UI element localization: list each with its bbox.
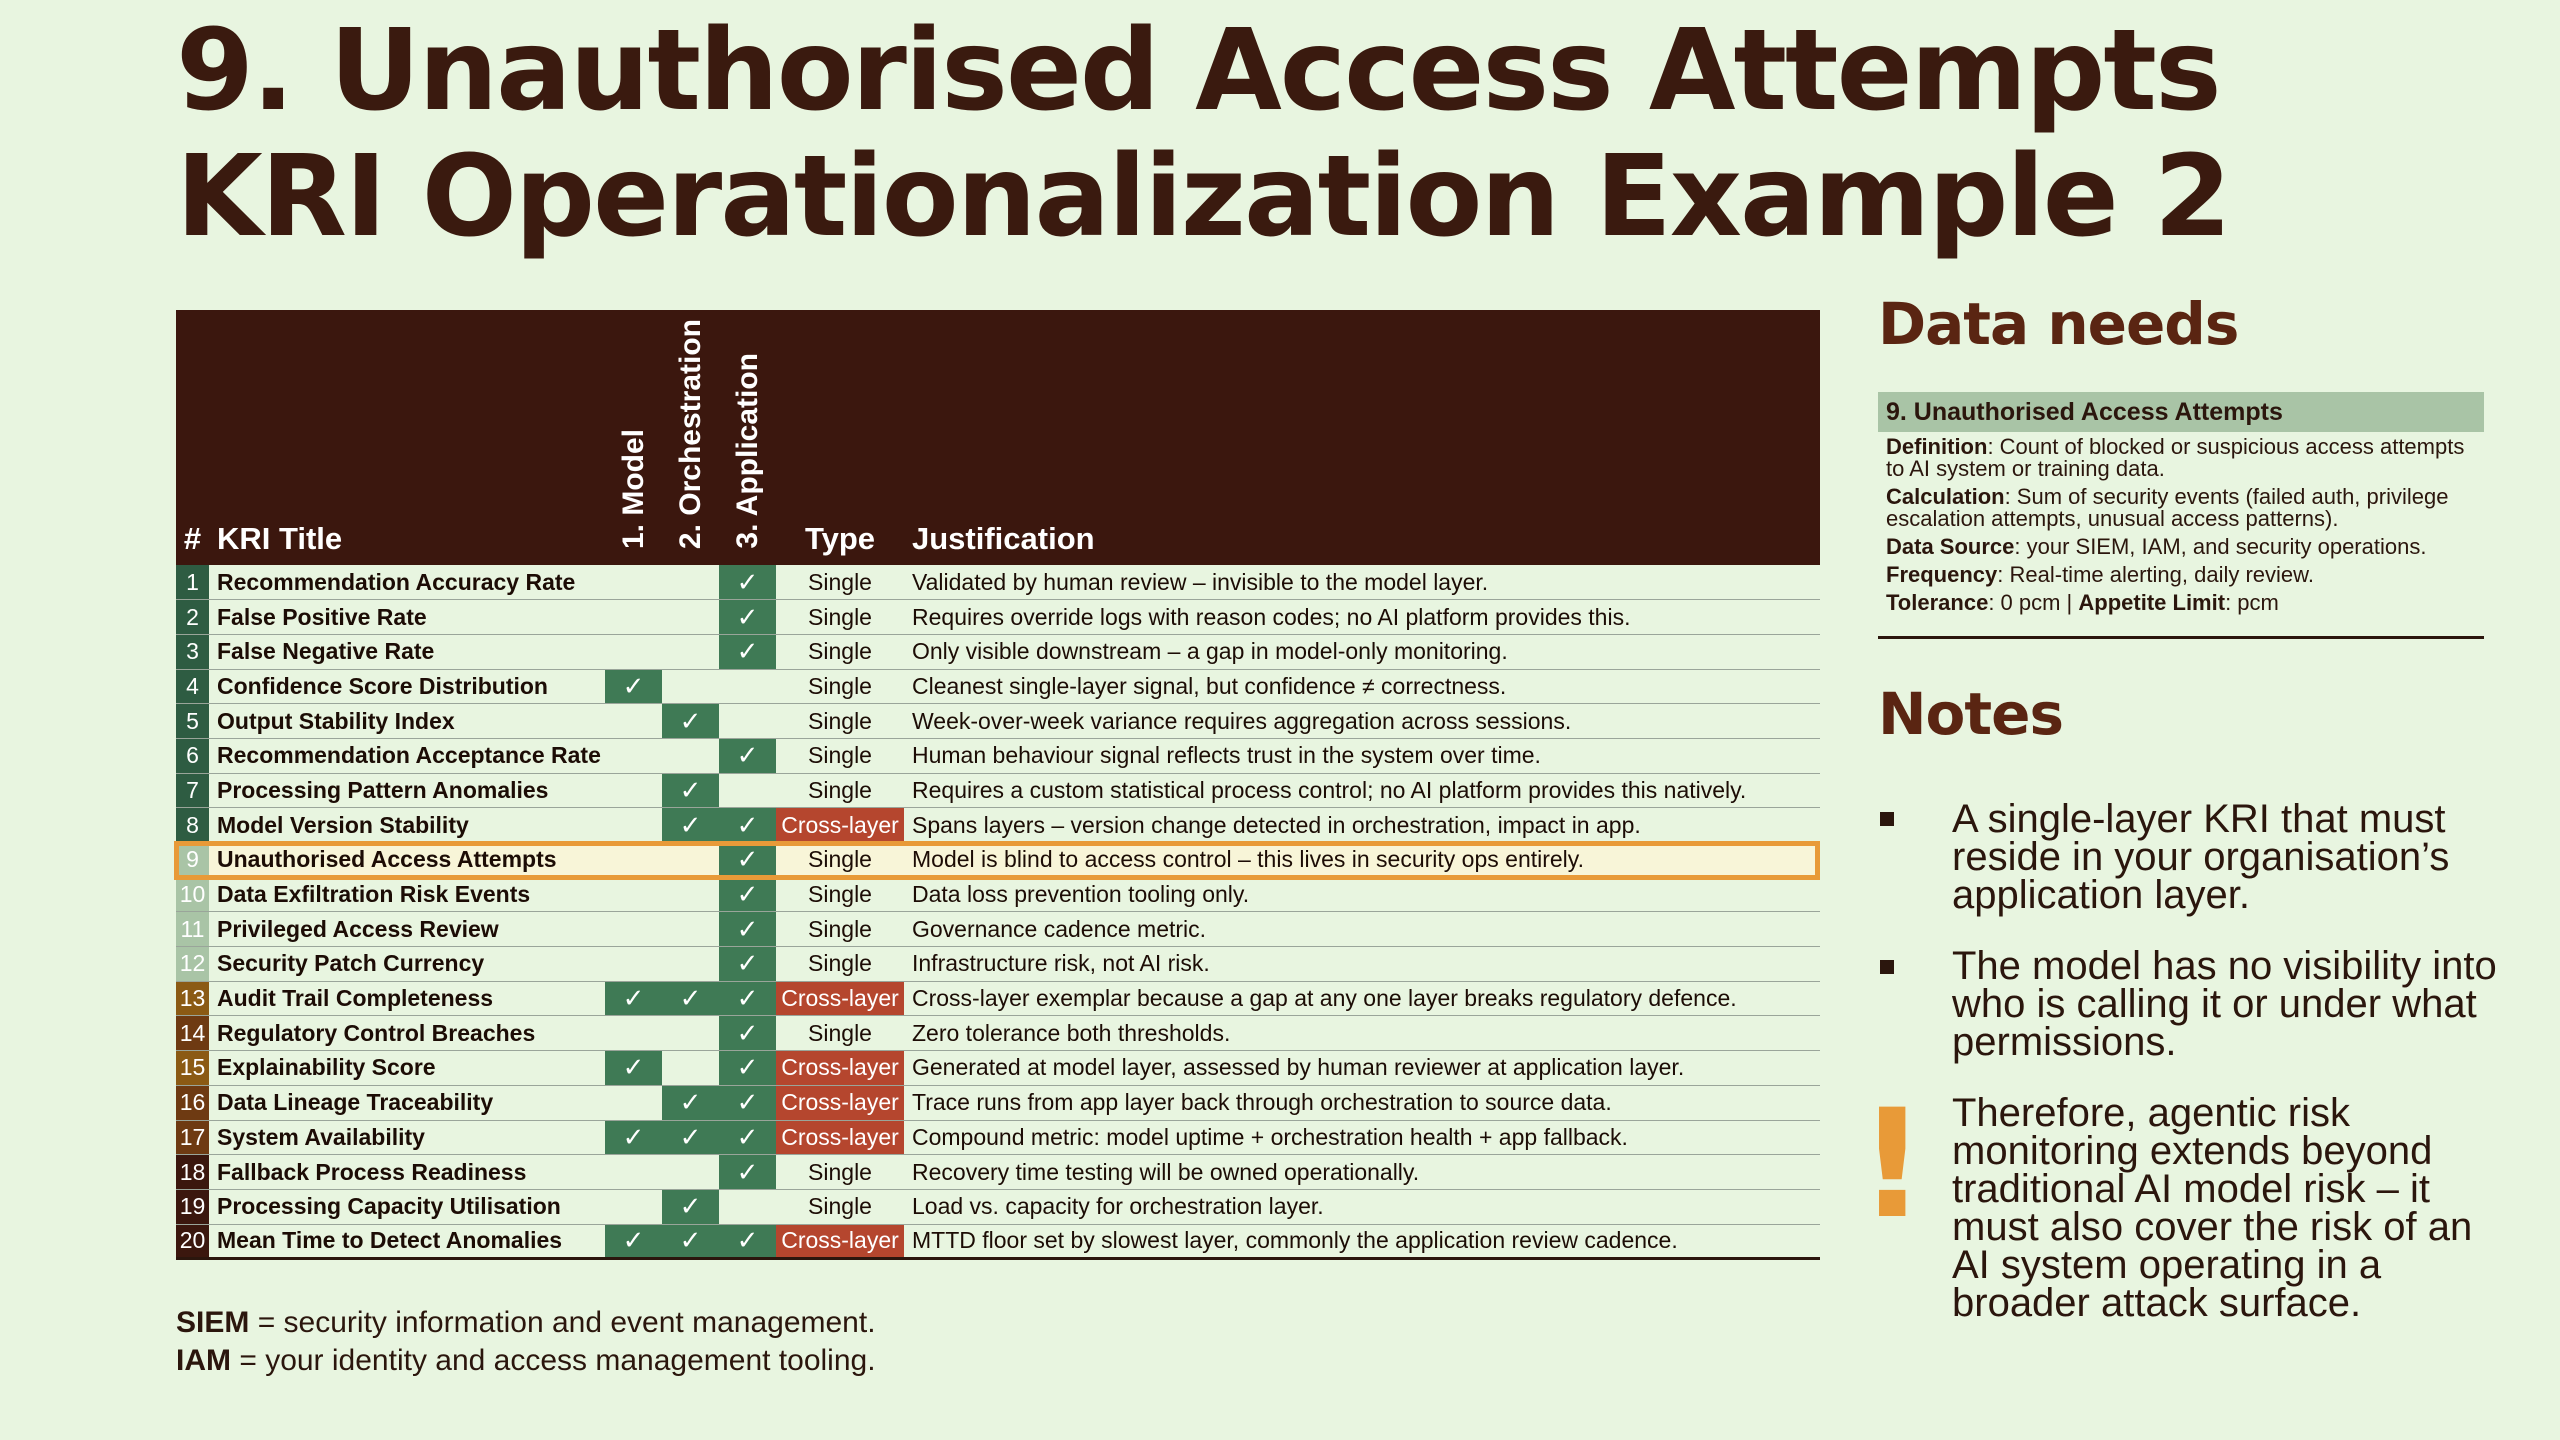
table-row — [176, 843, 1820, 878]
justification-cell: Data loss prevention tooling only. — [904, 877, 1820, 912]
kri-title-cell: Model Version Stability — [209, 808, 605, 843]
row-number-cell: 12 — [176, 947, 209, 982]
table-row — [176, 912, 1820, 947]
type-cell: Single — [776, 877, 904, 912]
justification-cell: Week-over-week variance requires aggregation across sessions. — [904, 704, 1820, 739]
type-cell: Single — [776, 1016, 904, 1051]
kri-title-cell: Unauthorised Access Attempts — [209, 843, 605, 878]
application-cell — [719, 1189, 776, 1224]
orchestration-check-icon: ✓ — [662, 981, 719, 1016]
orchestration-cell — [662, 1051, 719, 1086]
application-cell — [719, 773, 776, 808]
row-number-cell: 10 — [176, 877, 209, 912]
col-header-num: # — [176, 310, 209, 565]
table-row — [176, 1155, 1820, 1190]
model-cell — [605, 738, 662, 773]
justification-cell: Trace runs from app layer back through orchestration to source data. — [904, 1085, 1820, 1120]
model-cell — [605, 565, 662, 600]
model-cell — [605, 1016, 662, 1051]
kri-title-cell: False Negative Rate — [209, 634, 605, 669]
table-row — [176, 877, 1820, 912]
type-cell: Single — [776, 1189, 904, 1224]
application-check-icon: ✓ — [719, 808, 776, 843]
type-cell: Cross-layer — [776, 1085, 904, 1120]
model-cell — [605, 1189, 662, 1224]
row-number-cell: 20 — [176, 1224, 209, 1259]
note-item-3: Therefore, agentic risk monitoring extends beyond traditional AI model risk – it must also cover the risk of an AI system operating in a broader attack surface. — [1952, 1091, 2473, 1325]
application-check-icon: ✓ — [719, 634, 776, 669]
col-header-type: Type — [776, 310, 904, 565]
definition-line: Definition: Count of blocked or suspicious access attempts to AI system or training data. — [1886, 434, 2465, 481]
application-cell — [719, 704, 776, 739]
type-cell: Single — [776, 947, 904, 982]
col-header-justification: Justification — [904, 310, 1820, 565]
type-cell: Single — [776, 669, 904, 704]
type-cell: Cross-layer — [776, 1120, 904, 1155]
kri-title-cell: Privileged Access Review — [209, 912, 605, 947]
application-check-icon: ✓ — [719, 1085, 776, 1120]
table-row — [176, 1085, 1820, 1120]
page-title — [176, 8, 2230, 260]
table-row — [176, 600, 1820, 635]
justification-cell: Compound metric: model uptime + orchestration health + app fallback. — [904, 1120, 1820, 1155]
model-cell — [605, 1155, 662, 1190]
justification-cell: Model is blind to access control – this lives in security ops entirely. — [904, 843, 1820, 878]
application-check-icon: ✓ — [719, 981, 776, 1016]
row-number-cell: 5 — [176, 704, 209, 739]
row-number-cell: 15 — [176, 1051, 209, 1086]
row-number-cell: 2 — [176, 600, 209, 635]
table-row — [176, 669, 1820, 704]
justification-cell: Zero tolerance both thresholds. — [904, 1016, 1820, 1051]
bullet-icon — [1880, 960, 1894, 974]
kri-title-cell: False Positive Rate — [209, 600, 605, 635]
kri-title-cell: Audit Trail Completeness — [209, 981, 605, 1016]
table-row — [176, 1120, 1820, 1155]
footnote-term: IAM — [176, 1344, 231, 1377]
model-check-icon: ✓ — [605, 1224, 662, 1259]
row-number-cell: 3 — [176, 634, 209, 669]
table-row — [176, 634, 1820, 669]
orchestration-cell — [662, 600, 719, 635]
type-cell: Single — [776, 1155, 904, 1190]
model-cell — [605, 634, 662, 669]
frequency-line: Frequency: Real-time alerting, daily review. — [1886, 562, 2314, 587]
type-cell: Single — [776, 773, 904, 808]
kri-title-cell: Recommendation Accuracy Rate — [209, 565, 605, 600]
row-number-cell: 14 — [176, 1016, 209, 1051]
table-row — [176, 981, 1820, 1016]
orchestration-check-icon: ✓ — [662, 1085, 719, 1120]
table-row — [176, 565, 1820, 600]
kri-title-cell: Fallback Process Readiness — [209, 1155, 605, 1190]
orchestration-cell — [662, 565, 719, 600]
justification-cell: Only visible downstream – a gap in model-only monitoring. — [904, 634, 1820, 669]
col-header-title: KRI Title — [209, 310, 605, 565]
model-cell — [605, 1085, 662, 1120]
data-needs-body — [1886, 436, 2486, 620]
application-check-icon: ✓ — [719, 912, 776, 947]
justification-cell: Requires a custom statistical process control; no AI platform provides this natively. — [904, 773, 1820, 808]
row-number-cell: 4 — [176, 669, 209, 704]
kri-title-cell: Regulatory Control Breaches — [209, 1016, 605, 1051]
table-header-row — [176, 310, 1820, 565]
row-number-cell: 11 — [176, 912, 209, 947]
type-cell: Cross-layer — [776, 808, 904, 843]
application-check-icon: ✓ — [719, 738, 776, 773]
orchestration-cell — [662, 1155, 719, 1190]
kri-title-cell: Security Patch Currency — [209, 947, 605, 982]
orchestration-cell — [662, 947, 719, 982]
footnote-siem — [176, 1306, 876, 1340]
table-row — [176, 773, 1820, 808]
exclamation-icon: ! — [1858, 1078, 1927, 1252]
page-title-line2: KRI Operationalization Example 2 — [176, 132, 2230, 262]
row-number-cell: 18 — [176, 1155, 209, 1190]
orchestration-check-icon: ✓ — [662, 1189, 719, 1224]
justification-cell: Human behaviour signal reflects trust in the system over time. — [904, 738, 1820, 773]
orchestration-cell — [662, 634, 719, 669]
orchestration-cell — [662, 738, 719, 773]
footnote-iam — [176, 1344, 876, 1378]
justification-cell: Spans layers – version change detected in orchestration, impact in app. — [904, 808, 1820, 843]
kri-title-cell: System Availability — [209, 1120, 605, 1155]
application-check-icon: ✓ — [719, 565, 776, 600]
row-number-cell: 17 — [176, 1120, 209, 1155]
type-cell: Single — [776, 738, 904, 773]
row-number-cell: 7 — [176, 773, 209, 808]
tolerance-line: Tolerance: 0 pcm | Appetite Limit: pcm — [1886, 590, 2279, 615]
model-check-icon: ✓ — [605, 669, 662, 704]
col-header-orchestration: 2. Orchestration — [662, 310, 719, 565]
model-cell — [605, 912, 662, 947]
data-needs-heading: Data needs — [1878, 290, 2239, 358]
bullet-icon — [1880, 812, 1894, 826]
model-cell — [605, 600, 662, 635]
note-item-2: The model has no visibility into who is calling it or under what permissions. — [1952, 944, 2497, 1064]
justification-cell: Cross-layer exemplar because a gap at any one layer breaks regulatory defence. — [904, 981, 1820, 1016]
type-cell: Single — [776, 843, 904, 878]
row-number-cell: 16 — [176, 1085, 209, 1120]
application-check-icon: ✓ — [719, 1155, 776, 1190]
application-check-icon: ✓ — [719, 600, 776, 635]
row-number-cell: 8 — [176, 808, 209, 843]
type-cell: Single — [776, 565, 904, 600]
row-number-cell: 19 — [176, 1189, 209, 1224]
kri-title-cell: Output Stability Index — [209, 704, 605, 739]
orchestration-cell — [662, 843, 719, 878]
data-needs-box-title: 9. Unauthorised Access Attempts — [1878, 392, 2484, 432]
model-cell — [605, 843, 662, 878]
data-source-line: Data Source: your SIEM, IAM, and security operations. — [1886, 534, 2427, 559]
application-check-icon: ✓ — [719, 843, 776, 878]
justification-cell: Cleanest single-layer signal, but confidence ≠ correctness. — [904, 669, 1820, 704]
orchestration-check-icon: ✓ — [662, 773, 719, 808]
table-row — [176, 704, 1820, 739]
notes-heading: Notes — [1878, 680, 2063, 748]
table-row — [176, 738, 1820, 773]
table-row — [176, 1051, 1820, 1086]
orchestration-cell — [662, 877, 719, 912]
note-item-1: A single-layer KRI that must reside in your organisation’s application layer. — [1952, 797, 2450, 917]
justification-cell: Governance cadence metric. — [904, 912, 1820, 947]
type-cell: Cross-layer — [776, 1051, 904, 1086]
model-cell — [605, 877, 662, 912]
justification-cell: Infrastructure risk, not AI risk. — [904, 947, 1820, 982]
model-cell — [605, 947, 662, 982]
application-check-icon: ✓ — [719, 947, 776, 982]
model-check-icon: ✓ — [605, 1120, 662, 1155]
type-cell: Single — [776, 634, 904, 669]
table-row — [176, 808, 1820, 843]
model-check-icon: ✓ — [605, 981, 662, 1016]
kri-title-cell: Data Lineage Traceability — [209, 1085, 605, 1120]
model-cell — [605, 773, 662, 808]
application-cell — [719, 669, 776, 704]
table-row — [176, 1224, 1820, 1259]
orchestration-check-icon: ✓ — [662, 1120, 719, 1155]
kri-table — [176, 310, 1820, 1260]
kri-title-cell: Confidence Score Distribution — [209, 669, 605, 704]
justification-cell: Requires override logs with reason codes; no AI platform provides this. — [904, 600, 1820, 635]
footnote-text: = your identity and access management tooling. — [231, 1344, 876, 1377]
orchestration-cell — [662, 1016, 719, 1051]
footnote-text: = security information and event management. — [249, 1306, 876, 1339]
kri-title-cell: Explainability Score — [209, 1051, 605, 1086]
calculation-line: Calculation: Sum of security events (failed auth, privilege escalation attempts, unusual access patterns). — [1886, 484, 2449, 531]
col-header-model: 1. Model — [605, 310, 662, 565]
table-row — [176, 1189, 1820, 1224]
footnote-term: SIEM — [176, 1306, 250, 1339]
justification-cell: Validated by human review – invisible to the model layer. — [904, 565, 1820, 600]
application-check-icon: ✓ — [719, 1120, 776, 1155]
row-number-cell: 1 — [176, 565, 209, 600]
application-check-icon: ✓ — [719, 1016, 776, 1051]
orchestration-cell — [662, 669, 719, 704]
application-check-icon: ✓ — [719, 1051, 776, 1086]
application-check-icon: ✓ — [719, 877, 776, 912]
justification-cell: MTTD floor set by slowest layer, commonly the application review cadence. — [904, 1224, 1820, 1259]
type-cell: Cross-layer — [776, 1224, 904, 1259]
orchestration-check-icon: ✓ — [662, 1224, 719, 1259]
orchestration-check-icon: ✓ — [662, 704, 719, 739]
kri-title-cell: Data Exfiltration Risk Events — [209, 877, 605, 912]
justification-cell: Load vs. capacity for orchestration layer. — [904, 1189, 1820, 1224]
justification-cell: Generated at model layer, assessed by human reviewer at application layer. — [904, 1051, 1820, 1086]
type-cell: Single — [776, 600, 904, 635]
type-cell: Cross-layer — [776, 981, 904, 1016]
type-cell: Single — [776, 912, 904, 947]
model-cell — [605, 704, 662, 739]
kri-title-cell: Processing Capacity Utilisation — [209, 1189, 605, 1224]
data-needs-divider — [1878, 636, 2484, 639]
table-body — [176, 565, 1820, 1259]
justification-cell: Recovery time testing will be owned operationally. — [904, 1155, 1820, 1190]
kri-title-cell: Mean Time to Detect Anomalies — [209, 1224, 605, 1259]
kri-title-cell: Recommendation Acceptance Rate — [209, 738, 605, 773]
kri-title-cell: Processing Pattern Anomalies — [209, 773, 605, 808]
col-header-application: 3. Application — [719, 310, 776, 565]
row-number-cell: 9 — [176, 843, 209, 878]
table-row — [176, 1016, 1820, 1051]
row-number-cell: 6 — [176, 738, 209, 773]
model-cell — [605, 808, 662, 843]
table-row — [176, 947, 1820, 982]
application-check-icon: ✓ — [719, 1224, 776, 1259]
orchestration-check-icon: ✓ — [662, 808, 719, 843]
page-title-line1: 9. Unauthorised Access Attempts — [176, 6, 2220, 136]
type-cell: Single — [776, 704, 904, 739]
orchestration-cell — [662, 912, 719, 947]
model-check-icon: ✓ — [605, 1051, 662, 1086]
row-number-cell: 13 — [176, 981, 209, 1016]
